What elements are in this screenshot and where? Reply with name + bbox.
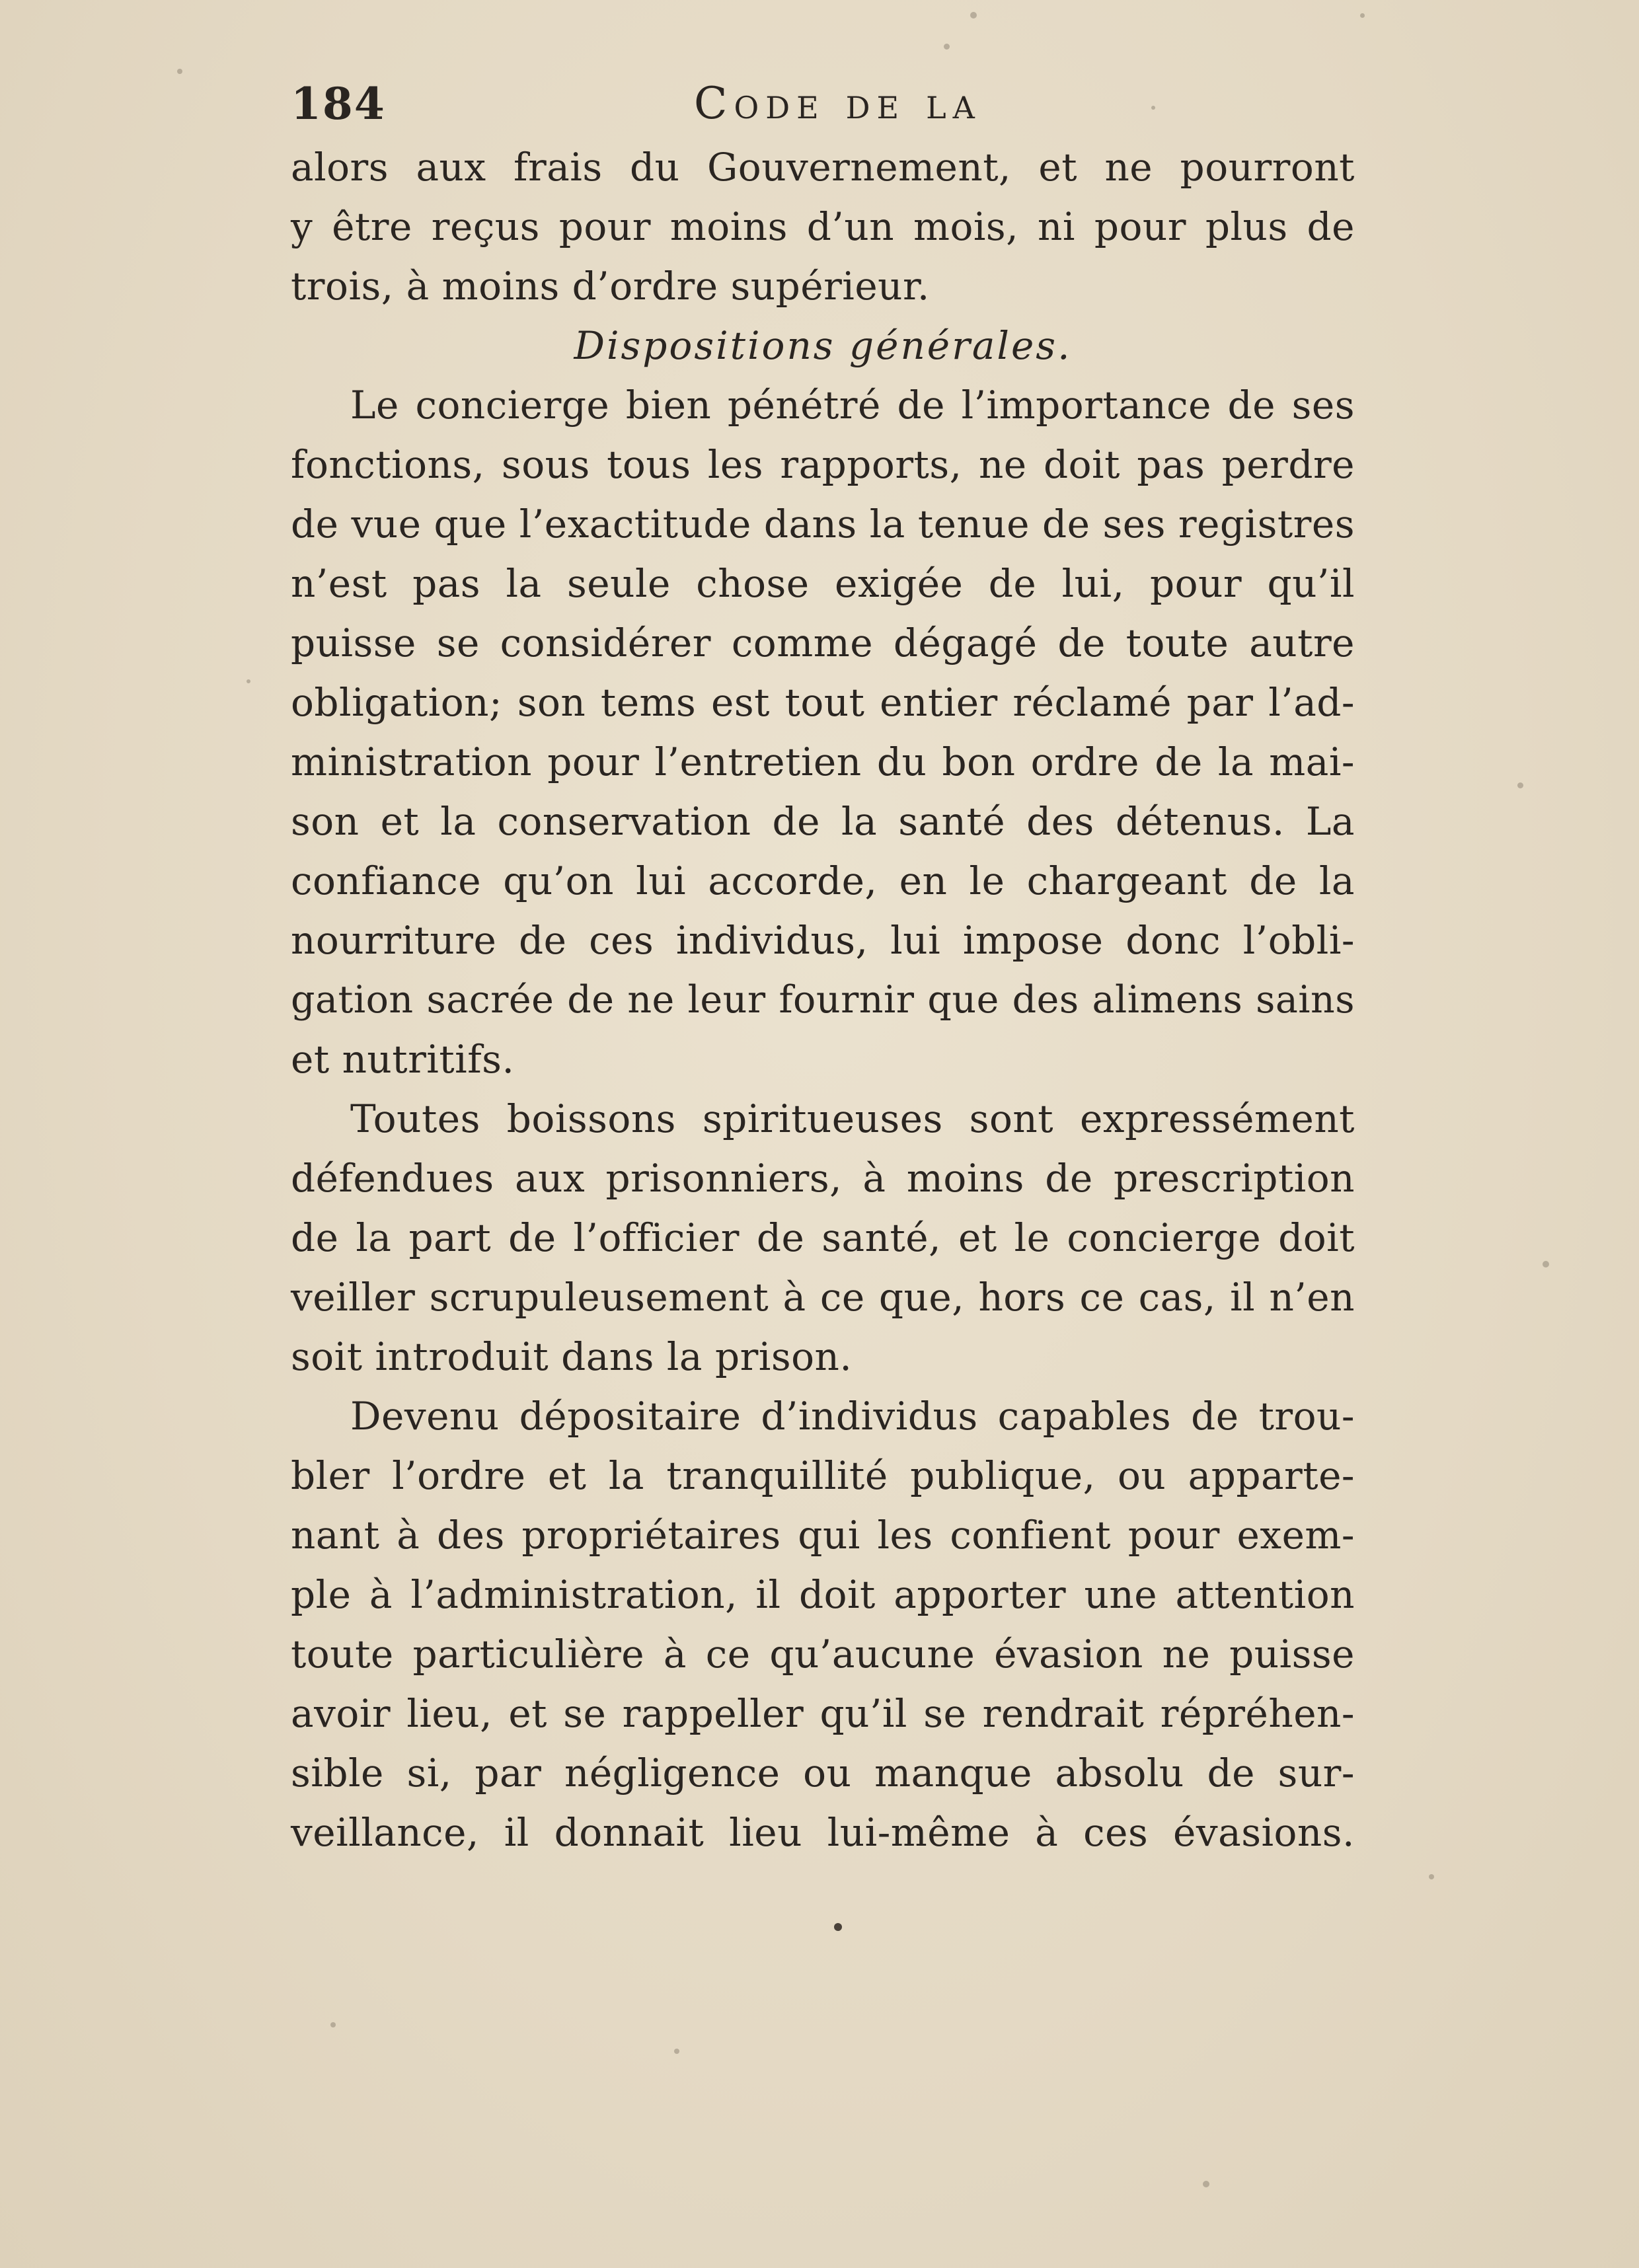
text-line: de vue que l’exactitude dans la tenue de ses registres xyxy=(291,502,1355,547)
text-line: son et la conservation de la santé des détenus. La xyxy=(291,799,1355,844)
paper-speck xyxy=(970,12,977,19)
body-text xyxy=(291,137,1355,1862)
text-line: y être reçus pour moins d’un mois, ni pour plus de xyxy=(291,204,1355,249)
running-head: Code de la xyxy=(694,78,981,129)
paper-speck xyxy=(247,679,250,683)
footer-dot xyxy=(834,1923,842,1931)
text-line: soit introduit dans la prison. xyxy=(291,1334,853,1379)
text-line: veiller scrupuleusement à ce que, hors ce cas, il n’en xyxy=(291,1275,1355,1320)
text-line: obligation; son tems est tout entier réclamé par l’ad- xyxy=(291,680,1355,725)
text-line: n’est pas la seule chose exigée de lui, pour qu’il xyxy=(291,561,1355,606)
text-line: sible si, par négligence ou manque absolu de sur- xyxy=(291,1751,1355,1796)
text-line: défendues aux prisonniers, à moins de prescription xyxy=(291,1156,1355,1201)
paper-speck xyxy=(1203,2181,1209,2187)
page-header xyxy=(291,78,1361,137)
text-line: fonctions, sous tous les rapports, ne doit pas perdre xyxy=(291,442,1355,487)
text-line: Toutes boissons spiritueuses sont expressément xyxy=(350,1096,1355,1141)
paper-speck xyxy=(330,2022,336,2027)
text-line: de la part de l’officier de santé, et le concierge doit xyxy=(291,1215,1355,1260)
text-line: et nutritifs. xyxy=(291,1037,515,1082)
text-line: gation sacrée de ne leur fournir que des alimens sains xyxy=(291,978,1355,1022)
text-line: alors aux frais du Gouvernement, et ne pourront xyxy=(291,145,1355,190)
text-line: bler l’ordre et la tranquillité publique, ou apparte- xyxy=(291,1453,1355,1498)
text-line: nant à des propriétaires qui les confient pour exem- xyxy=(291,1513,1355,1558)
text-line: ministration pour l’entretien du bon ordre de la mai- xyxy=(291,739,1355,784)
text-line: confiance qu’on lui accorde, en le chargeant de la xyxy=(291,858,1355,903)
paper-speck xyxy=(1360,13,1365,18)
page-number: 184 xyxy=(291,78,386,130)
paper-speck xyxy=(1517,782,1523,788)
text-line: puisse se considérer comme dégagé de toute autre xyxy=(291,621,1355,665)
paper-speck xyxy=(944,44,950,50)
text-line: veillance, il donnait lieu lui-même à ces évasions. xyxy=(291,1810,1355,1855)
paper-speck xyxy=(1543,1261,1549,1267)
text-line: toute particulière à ce qu’aucune évasion ne puisse xyxy=(291,1632,1355,1677)
paper-speck xyxy=(1429,1874,1434,1879)
section-heading: Dispositions générales. xyxy=(574,323,1072,368)
text-line: Le concierge bien pénétré de l’importance de ses xyxy=(350,383,1355,428)
text-line: trois, à moins d’ordre supérieur. xyxy=(291,264,930,309)
text-line: Devenu dépositaire d’individus capables de trou- xyxy=(350,1394,1355,1439)
text-line: ple à l’administration, il doit apporter une attention xyxy=(291,1572,1355,1617)
paper-speck xyxy=(674,2049,679,2054)
paper-speck xyxy=(177,69,182,74)
text-line: avoir lieu, et se rappeller qu’il se rendrait répréhen- xyxy=(291,1691,1355,1736)
text-line: nourriture de ces individus, lui impose donc l’obli- xyxy=(291,918,1355,963)
